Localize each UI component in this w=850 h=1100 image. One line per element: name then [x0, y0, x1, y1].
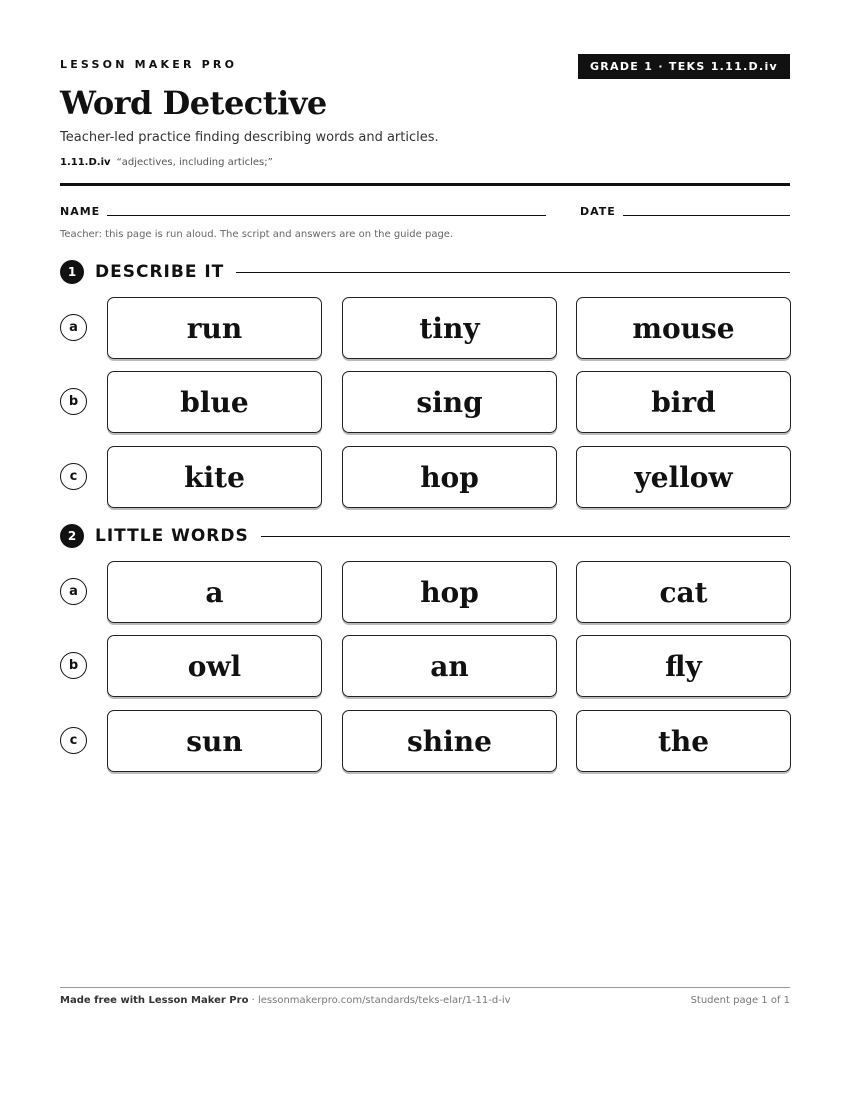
- teacher-note: Teacher: this page is run aloud. The script and answers are on the guide page.: [60, 229, 454, 240]
- date-label: DATE: [580, 205, 616, 218]
- section-title: LITTLE WORDS: [95, 526, 249, 546]
- word-card[interactable]: blue: [107, 371, 322, 433]
- row-letter: b: [60, 388, 87, 415]
- footer-made-with: Made free with Lesson Maker Pro: [60, 995, 249, 1006]
- word-row: [60, 635, 790, 697]
- section-number: 2: [60, 524, 84, 548]
- word-card[interactable]: hop: [342, 446, 557, 508]
- word-row: [60, 446, 790, 508]
- word-card[interactable]: shine: [342, 710, 557, 772]
- section-rule: [236, 272, 790, 273]
- section-header-describe-it: [60, 260, 790, 284]
- row-letter: a: [60, 314, 87, 341]
- word-card[interactable]: cat: [576, 561, 791, 623]
- word-card[interactable]: run: [107, 297, 322, 359]
- footer-credit: [60, 995, 511, 1006]
- word-card[interactable]: fly: [576, 635, 791, 697]
- name-line[interactable]: [107, 215, 546, 216]
- word-card[interactable]: hop: [342, 561, 557, 623]
- word-row: [60, 710, 790, 772]
- word-card[interactable]: bird: [576, 371, 791, 433]
- section-header-little-words: [60, 524, 790, 548]
- word-row: [60, 371, 790, 433]
- word-card[interactable]: kite: [107, 446, 322, 508]
- standard-text: “adjectives, including articles;”: [116, 157, 273, 168]
- footer-url[interactable]: · lessonmakerpro.com/standards/teks-elar/1-11-d-iv: [248, 995, 511, 1006]
- row-letter: c: [60, 463, 87, 490]
- brand-name: LESSON MAKER PRO: [60, 58, 238, 71]
- name-label: NAME: [60, 205, 101, 218]
- footer-divider: [60, 987, 790, 988]
- row-letter: b: [60, 652, 87, 679]
- row-letter: a: [60, 578, 87, 605]
- section-title: DESCRIBE IT: [95, 262, 225, 282]
- word-card[interactable]: sing: [342, 371, 557, 433]
- section-rule: [261, 536, 790, 537]
- word-card[interactable]: an: [342, 635, 557, 697]
- word-row: [60, 561, 790, 623]
- word-card[interactable]: sun: [107, 710, 322, 772]
- word-card[interactable]: mouse: [576, 297, 791, 359]
- page-subtitle: Teacher-led practice finding describing words and articles.: [60, 130, 439, 145]
- standard-line: [60, 157, 273, 168]
- standard-code: 1.11.D.iv: [60, 157, 111, 168]
- date-line[interactable]: [623, 215, 790, 216]
- row-letter: c: [60, 727, 87, 754]
- word-card[interactable]: a: [107, 561, 322, 623]
- section-number: 1: [60, 260, 84, 284]
- grade-badge: GRADE 1 · TEKS 1.11.D.iv: [578, 54, 790, 79]
- page-title: Word Detective: [60, 84, 327, 122]
- header-divider: [60, 183, 790, 186]
- word-card[interactable]: owl: [107, 635, 322, 697]
- word-card[interactable]: the: [576, 710, 791, 772]
- word-row: [60, 297, 790, 359]
- word-card[interactable]: tiny: [342, 297, 557, 359]
- footer-page-number: Student page 1 of 1: [690, 995, 790, 1006]
- word-card[interactable]: yellow: [576, 446, 791, 508]
